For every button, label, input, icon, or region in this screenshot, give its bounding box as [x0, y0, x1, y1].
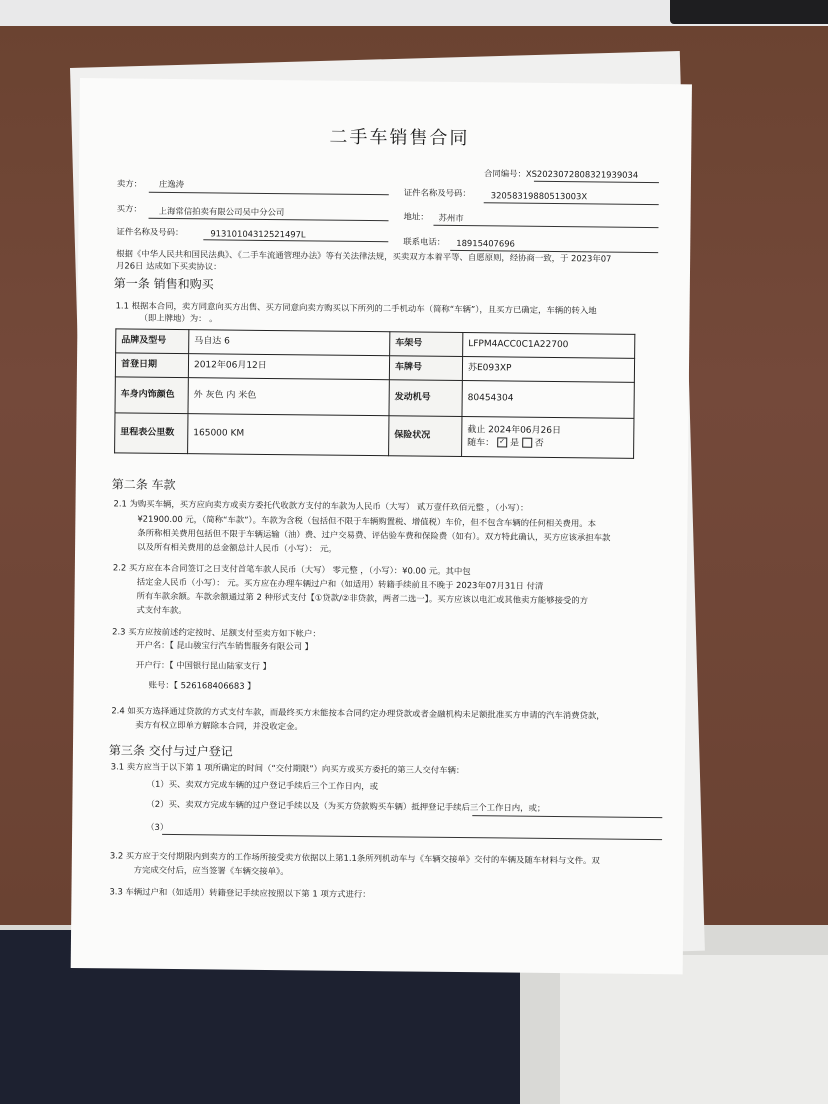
plate-value: 苏E093XP: [462, 357, 634, 383]
vin-value: LFPM4ACC0C1A22700: [463, 333, 635, 359]
clause-2-2-line-3: 所有车款余额。车款余额通过第 2 种形式支付【①贷款/②非贷款，两者二选一】。买方应该以电汇或其他卖方能够接受的方: [136, 590, 589, 606]
vin-label: 车架号: [390, 332, 463, 357]
account-name: 开户名：【 昆山骏宝行汽车销售服务有限公司 】: [136, 639, 314, 652]
page-title: 二手车销售合同: [329, 126, 470, 150]
clause-3-1-option-1: （1）买、卖双方完成车辆的过户登记手续后三个工作日内，或: [146, 778, 379, 792]
odometer-value: 165000 KM: [188, 414, 389, 456]
clause-2-2-line-4: 式支付车款。: [136, 604, 187, 616]
address: 苏州市: [438, 212, 464, 224]
checked-box-icon: ✓: [497, 437, 507, 447]
engine-label: 发动机号: [389, 380, 462, 417]
floor-tile: [560, 955, 828, 1104]
insurance-with-car: 随车： ✓ 是 否: [467, 437, 544, 449]
clause-3-1: 3.1 卖方应当于以下第 1 项所确定的时间（“交付期限”）向买方或买方委托的第三人交付车辆：: [110, 761, 465, 776]
id-number: 32058319880513003X: [490, 190, 588, 202]
clause-1-1-line-2: （即上牌地）为： 。: [139, 312, 218, 324]
clause-3-1-option-2: （2）买、卖双方完成车辆的过户登记手续以及（为买方贷款购买车辆）抵押登记手续后三个工作日内，或；: [146, 798, 546, 813]
brand-label: 品牌及型号: [116, 329, 189, 354]
section-1-heading: 第一条 销售和购买: [113, 276, 214, 292]
insurance-value: [462, 417, 634, 459]
preamble-line-2: 月26日 达成如下买卖协议：: [115, 260, 222, 272]
clause-1-1-line-1: 1.1 根据本合同，卖方同意向买方出售、买方同意向卖方购买以下所列的二手机动车（简称“车辆”），且买方已确定，车辆的转入地: [115, 300, 597, 316]
account-bank: 开户行：【 中国银行昆山陆家支行 】: [135, 659, 272, 672]
id-label: 证件名称及号码：: [403, 187, 471, 199]
vehicle-info-table: [114, 328, 635, 458]
color-label: 车身内饰颜色: [115, 377, 188, 414]
seller-label: 卖方：: [116, 178, 143, 189]
cert-number: 91310104312521497L: [210, 228, 306, 240]
clause-3-2-line-2: 方完成交付后，应当签署《车辆交接单》。: [133, 864, 289, 877]
contract-number: 合同编号：XS2023072808321939034: [483, 168, 639, 180]
account-number: 账号：【 526168406683 】: [148, 679, 256, 691]
clause-2-1-line-4: 以及所有相关费用的总金额总计人民币（小写）： 元。: [137, 541, 337, 554]
seller-name: 庄逸涛: [158, 178, 185, 190]
clause-2-1-line-1: 2.1 为购买车辆，买方应向卖方或卖方委托代收款方支付的车款为人民币（大写） 贰万壹仟玖佰元整 ，（小写）：: [113, 498, 529, 513]
odometer-label: 里程表公里数: [115, 413, 188, 454]
insurance-label: 保险状况: [389, 416, 462, 457]
empty-box-icon: [522, 438, 532, 448]
insurance-expiry: 截止 2024年06月26日: [467, 425, 562, 437]
plate-label: 车牌号: [389, 356, 462, 381]
preamble-line-1: 根据《中华人民共和国民法典》、《二手车流通管理办法》等有关法律法规，买卖双方本着平等、自愿原则，经协商一致，于 2023年07: [116, 248, 612, 264]
clause-2-2-line-1: 2.2 买方应在本合同签订之日支付首笔车款人民币（大写） 零元整 ，（小写）：¥0.00 元。其中包: [112, 562, 471, 577]
section-3-heading: 第三条 交付与过户登记: [108, 743, 233, 759]
clause-2-2-line-2: 括定金人民币（小写）： 元。买方应在办理车辆过户和（如适用）转籍手续前且不晚于 2023年07月31日 付清: [136, 576, 544, 591]
keyboard: [670, 0, 828, 24]
clause-2-1-line-3: 条所称相关费用包括但不限于车辆运输（油）费、过户交易费、评估验车费和保险费（如有）。双方特此确认，买方应该承担车款: [137, 527, 611, 543]
contract-page: [71, 78, 692, 974]
reg-date-label: 首登日期: [115, 353, 188, 378]
color-value: 外 灰色 内 米色: [188, 378, 389, 416]
buyer-label: 买方：: [116, 203, 142, 214]
clause-3-3: 3.3 车辆过户和（如适用）转籍登记手续应按照以下第 1 项方式进行：: [109, 886, 371, 900]
clause-3-1-option-3: （3）: [146, 821, 169, 832]
cert-label: 证件名称及号码：: [116, 226, 184, 238]
buyer-name: 上海常信拍卖有限公司吴中分公司: [158, 205, 285, 218]
phone-label: 联系电话：: [403, 236, 446, 247]
clause-2-4-line-2: 卖方有权立即单方解除本合同，并没收定金。: [135, 719, 303, 732]
engine-value: 80454304: [462, 381, 634, 419]
clause-2-3: 2.3 买方应按前述约定按时、足额支付至卖方如下帐户：: [112, 626, 321, 639]
brand-value: 马自达 6: [189, 330, 390, 356]
reg-date-value: 2012年06月12日: [188, 354, 389, 380]
clause-2-4-line-1: 2.4 如买方选择通过贷款的方式支付车款，而最终买方未能按本合同约定办理贷款或者金融机构未足额批准买方申请的汽车消费贷款，: [111, 705, 605, 721]
clause-2-1-line-2: ¥21900.00 元，（简称“车款”）。车款为含税（包括但不限于车辆购置税、增值税）车价，但不包含车辆的任何相关费用。本: [137, 513, 597, 529]
section-2-heading: 第二条 车款: [111, 477, 176, 493]
address-label: 地址：: [403, 211, 429, 222]
phone: 18915407696: [456, 237, 515, 249]
clause-3-2-line-1: 3.2 买方应于交付期限内到卖方的工作场所接受卖方依据以上第1.1条所列机动车与《车辆交接单》交付的车辆及随车材料与文件。双: [109, 850, 600, 866]
